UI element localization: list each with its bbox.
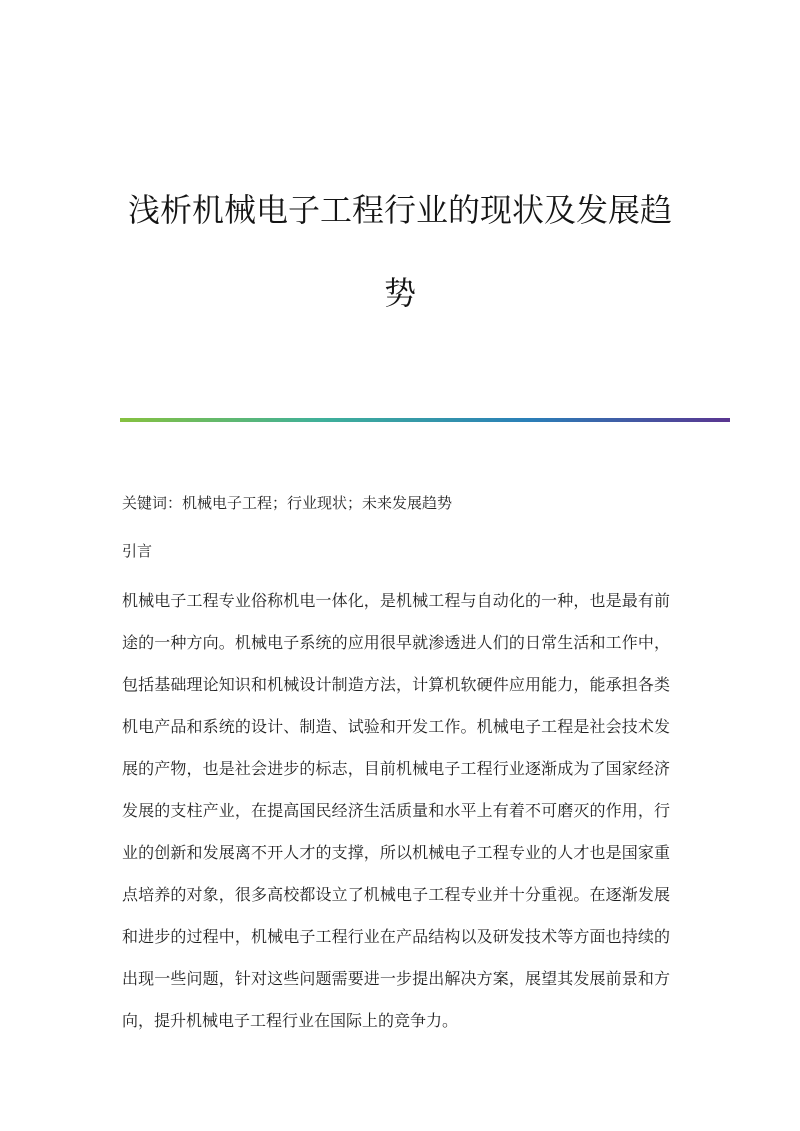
- paragraph-line: 出现一些问题，针对这些问题需要进一步提出解决方案，展望其发展前景和方: [122, 969, 670, 988]
- paragraph-line: 包括基础理论知识和机械设计制造方法，计算机软硬件应用能力，能承担各类: [122, 675, 670, 694]
- gradient-divider: [120, 418, 730, 422]
- section-heading-introduction: 引言: [122, 542, 153, 560]
- document-title: 浅析机械电子工程行业的现状及发展趋势: [127, 191, 672, 312]
- paragraph-line: 机电产品和系统的设计、制造、试验和开发工作。机械电子工程是社会技术发: [122, 717, 670, 736]
- paragraph-line: 发展的支柱产业，在提高国民经济生活质量和水平上有着不可磨灭的作用，行: [122, 801, 670, 820]
- introduction-paragraph: [122, 580, 670, 1042]
- paragraph-line: 向，提升机械电子工程行业在国际上的竞争力。: [122, 1011, 459, 1030]
- keywords-line: 关键词：机械电子工程；行业现状；未来发展趋势: [122, 494, 453, 512]
- paragraph-line: 业的创新和发展离不开人才的支撑，所以机械电子工程专业的人才也是国家重: [122, 843, 670, 862]
- paragraph-line: 点培养的对象，很多高校都设立了机械电子工程专业并十分重视。在逐渐发展: [122, 885, 670, 904]
- paragraph-line: 途的一种方向。机械电子系统的应用很早就渗透进人们的日常生活和工作中，: [122, 633, 670, 652]
- paragraph-line: 展的产物，也是社会进步的标志，目前机械电子工程行业逐渐成为了国家经济: [122, 759, 670, 778]
- paragraph-line: 和进步的过程中，机械电子工程行业在产品结构以及研发技术等方面也持续的: [122, 927, 670, 946]
- paragraph-line: 机械电子工程专业俗称机电一体化，是机械工程与自动化的一种，也是最有前: [122, 591, 670, 610]
